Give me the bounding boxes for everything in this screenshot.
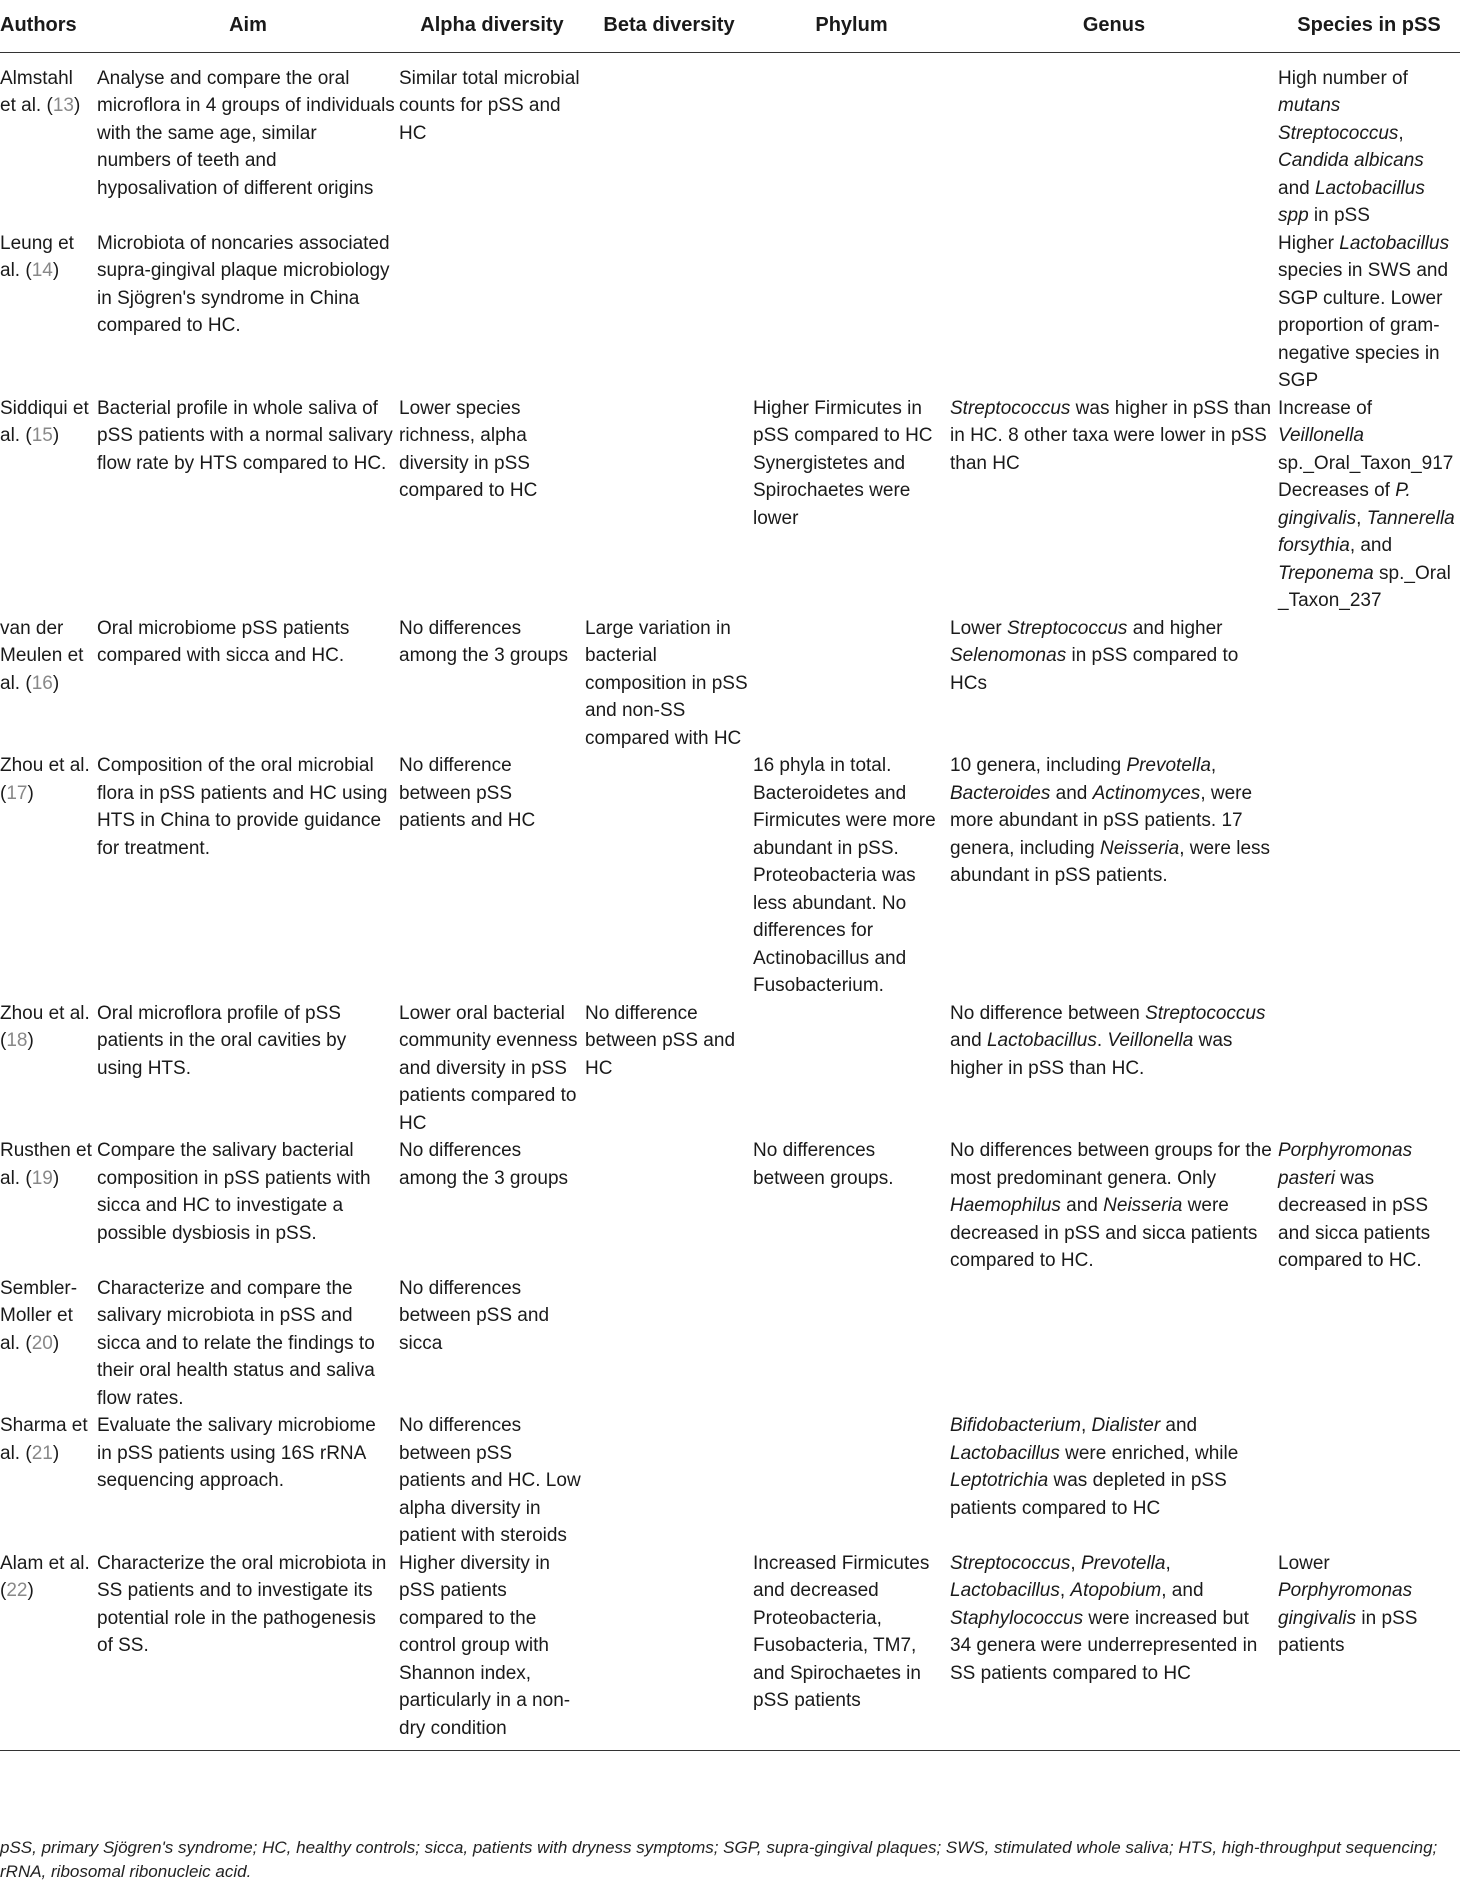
cell-genus bbox=[950, 52, 1278, 230]
citation-link[interactable]: 17 bbox=[6, 782, 28, 804]
cell-aim: Compare the salivary bacterial composition in pSS patients with sicca and HC to investigate a possible dysbiosis in pSS. bbox=[97, 1140, 371, 1244]
citation-link[interactable]: 13 bbox=[52, 95, 74, 116]
cell-authors: Leung et al. (14) bbox=[0, 232, 74, 281]
cell-aim: Oral microflora profile of pSS patients in the oral cavities by using HTS. bbox=[97, 1002, 347, 1079]
cell-alpha: Lower oral bacterial community evenness and diversity in pSS patients compared to HC bbox=[399, 1002, 578, 1134]
cell-species bbox=[1278, 1000, 1460, 1138]
cell-beta bbox=[585, 752, 753, 1000]
author-name: Alam et al. bbox=[0, 1552, 90, 1574]
table-row bbox=[0, 1137, 1460, 1275]
cell-species: Lower Porphyromonas gingivalis in pSS patients bbox=[1278, 1550, 1460, 1751]
cell-authors: Zhou et al. (18) bbox=[0, 1002, 90, 1051]
cell-genus bbox=[950, 1275, 1278, 1413]
table-row bbox=[0, 1000, 1460, 1138]
header-genus: Genus bbox=[950, 8, 1278, 52]
cell-alpha: Similar total microbial counts for pSS and HC bbox=[399, 67, 580, 144]
cell-authors: Sembler-Moller et al. (20) bbox=[0, 1277, 78, 1354]
cell-aim: Oral microbiome pSS patients compared with sicca and HC. bbox=[97, 617, 350, 666]
cell-aim: Composition of the oral microbial flora in pSS patients and HC using HTS in China to provide guidance for treatment. bbox=[97, 755, 388, 859]
citation-link[interactable]: 18 bbox=[6, 1030, 28, 1051]
cell-species: Increase of Veillonella sp._Oral_Taxon_917 Decreases of P. gingivalis, Tannerella forsythia, and Treponema sp._Oral _Taxon_237 bbox=[1278, 397, 1455, 611]
cell-alpha: No differences among the 3 groups bbox=[399, 617, 569, 666]
table-row bbox=[0, 752, 1460, 1000]
cell-beta bbox=[585, 395, 753, 615]
header-aim: Aim bbox=[97, 8, 399, 52]
cell-aim: Microbiota of noncaries associated supra-gingival plaque microbiology in Sjögren's syndrome in China compared to HC. bbox=[97, 232, 390, 336]
citation-link[interactable]: 22 bbox=[6, 1580, 28, 1601]
cell-phylum: Increased Firmicutes and decreased Proteobacteria, Fusobacteria, TM7, and Spirochaetes in pSS patients bbox=[753, 1550, 950, 1751]
cell-species bbox=[1278, 615, 1460, 753]
cell-genus: No differences between groups for the most predominant genera. Only Haemophilus and Neisseria were decreased in pSS and sicca patients compared to HC. bbox=[950, 1140, 1272, 1271]
cell-genus: 10 genera, including Prevotella, Bacteroides and Actinomyces, were more abundant in pSS patients. 17 genera, including Neisseria, were less abundant in pSS patients. bbox=[950, 755, 1271, 886]
cell-authors: Rusthen et al. (19) bbox=[0, 1140, 92, 1189]
citation-link[interactable]: 19 bbox=[31, 1167, 53, 1189]
cell-genus: No difference between Streptococcus and Lactobacillus. Veillonella was higher in pSS than HC. bbox=[950, 1002, 1266, 1079]
cell-aim: Characterize and compare the salivary microbiota in pSS and sicca and to relate the findings to their oral health status and saliva flow rates. bbox=[97, 1277, 375, 1409]
table-row bbox=[0, 1550, 1460, 1751]
cell-phylum bbox=[753, 1000, 950, 1138]
citation-link[interactable]: 20 bbox=[31, 1332, 53, 1354]
author-name: Zhou et al. bbox=[0, 755, 90, 776]
cell-alpha: No differences between pSS and sicca bbox=[399, 1277, 550, 1354]
cell-phylum bbox=[753, 230, 950, 395]
header-beta-diversity: Beta diversity bbox=[585, 8, 753, 52]
cell-authors: Zhou et al. (17) bbox=[0, 755, 90, 804]
cell-genus bbox=[950, 230, 1278, 395]
cell-alpha: No differences between pSS patients and HC. Low alpha diversity in patient with steroids bbox=[399, 1415, 581, 1546]
table-row bbox=[0, 52, 1460, 230]
header-phylum: Phylum bbox=[753, 8, 950, 52]
table-row bbox=[0, 1412, 1460, 1550]
cell-authors: Siddiqui et al. (15) bbox=[0, 397, 89, 446]
cell-phylum: 16 phyla in total. Bacteroidetes and Firmicutes were more abundant in pSS. Proteobacteria was less abundant. No differences for Actinobacillus and Fusobacterium. bbox=[753, 755, 936, 996]
header-alpha-diversity: Alpha diversity bbox=[399, 8, 585, 52]
cell-genus: Lower Streptococcus and higher Selenomonas in pSS compared to HCs bbox=[950, 617, 1239, 694]
citation-link[interactable]: 16 bbox=[31, 672, 53, 694]
cell-genus: Bifidobacterium, Dialister and Lactobacillus were enriched, while Leptotrichia was depleted in pSS patients compared to HC bbox=[950, 1415, 1239, 1519]
cell-phylum bbox=[753, 1275, 950, 1413]
cell-beta bbox=[585, 230, 753, 395]
cell-species: Higher Lactobacillus species in SWS and SGP culture. Lower proportion of gram-negative species in SGP bbox=[1278, 232, 1450, 391]
cell-aim: Bacterial profile in whole saliva of pSS patients with a normal salivary flow rate by HTS compared to HC. bbox=[97, 397, 393, 474]
citation-link[interactable]: 14 bbox=[31, 260, 53, 281]
cell-beta bbox=[585, 1412, 753, 1550]
cell-beta bbox=[585, 1137, 753, 1275]
table-row bbox=[0, 230, 1460, 395]
table-body bbox=[0, 52, 1460, 1751]
cell-aim: Characterize the oral microbiota in SS patients and to investigate its potential role in the pathogenesis of SS. bbox=[97, 1550, 399, 1751]
cell-aim: Analyse and compare the oral microflora in 4 groups of individuals with the same age, similar numbers of teeth and hyposalivation of different origins bbox=[97, 67, 395, 199]
cell-species bbox=[1278, 1412, 1460, 1550]
cell-species bbox=[1278, 1275, 1460, 1413]
cell-authors: Alam et al. (22) bbox=[0, 1550, 97, 1751]
cell-beta bbox=[585, 1275, 753, 1413]
studies-table bbox=[0, 8, 1460, 1751]
cell-beta: No difference between pSS and HC bbox=[585, 1002, 736, 1079]
cell-phylum bbox=[753, 52, 950, 230]
cell-species: High number of mutans Streptococcus, Candida albicans and Lactobacillus spp in pSS bbox=[1278, 67, 1425, 226]
table-row bbox=[0, 1275, 1460, 1413]
author-name: Siddiqui et al. bbox=[0, 397, 89, 446]
author-name: Zhou et al. bbox=[0, 1002, 90, 1024]
cell-species bbox=[1278, 752, 1460, 1000]
cell-aim: Evaluate the salivary microbiome in pSS patients using 16S rRNA sequencing approach. bbox=[97, 1415, 376, 1491]
author-name: Almstahl et al. bbox=[0, 67, 73, 116]
author-name: Sembler-Moller et al. bbox=[0, 1277, 78, 1354]
cell-authors: Almstahl et al. (13) bbox=[0, 67, 81, 116]
cell-alpha: No differences among the 3 groups bbox=[399, 1140, 569, 1189]
cell-authors: Sharma et al. (21) bbox=[0, 1415, 88, 1464]
author-name: Leung et al. bbox=[0, 232, 74, 281]
cell-genus: Streptococcus was higher in pSS than in HC. 8 other taxa were lower in pSS than HC bbox=[950, 397, 1272, 474]
cell-phylum: No differences between groups. bbox=[753, 1140, 894, 1189]
header-row bbox=[0, 8, 1460, 52]
cell-phylum bbox=[753, 1412, 950, 1550]
table-row bbox=[0, 615, 1460, 753]
cell-species: Porphyromonas pasteri was decreased in pSS and sicca patients compared to HC. bbox=[1278, 1140, 1431, 1271]
cell-alpha: Higher diversity in pSS patients compared to the control group with Shannon index, particularly in a non-dry condition bbox=[399, 1550, 585, 1751]
cell-alpha bbox=[399, 230, 585, 395]
cell-genus: Streptococcus, Prevotella, Lactobacillus, Atopobium, and Staphylococcus were increased but 34 genera were underrepresented in SS patients compared to HC bbox=[950, 1550, 1278, 1751]
cell-beta bbox=[585, 1550, 753, 1751]
header-species: Species in pSS bbox=[1278, 8, 1460, 52]
cell-beta bbox=[585, 52, 753, 230]
citation-link[interactable]: 15 bbox=[31, 425, 53, 446]
cell-phylum: Higher Firmicutes in pSS compared to HC Synergistetes and Spirochaetes were lower bbox=[753, 397, 933, 529]
author-name: van der Meulen et al. bbox=[0, 617, 84, 694]
author-name: Rusthen et al. bbox=[0, 1140, 92, 1189]
cell-phylum bbox=[753, 615, 950, 753]
cell-beta: Large variation in bacterial composition in pSS and non-SS compared with HC bbox=[585, 617, 748, 749]
citation-link[interactable]: 21 bbox=[31, 1442, 53, 1464]
cell-alpha: No difference between pSS patients and HC bbox=[399, 755, 536, 831]
table-row bbox=[0, 395, 1460, 615]
cell-alpha: Lower species richness, alpha diversity in pSS compared to HC bbox=[399, 397, 538, 501]
author-name: Sharma et al. bbox=[0, 1415, 88, 1464]
cell-authors: van der Meulen et al. (16) bbox=[0, 617, 84, 694]
header-authors: Authors bbox=[0, 8, 97, 52]
table-footnote: pSS, primary Sjögren's syndrome; HC, healthy controls; sicca, patients with dryness symptoms; SGP, supra-gingival plaques; SWS, stimulated whole saliva; HTS, high-throughput sequencing; rRNA, ribosomal ribonucleic acid. bbox=[0, 1838, 1438, 1881]
